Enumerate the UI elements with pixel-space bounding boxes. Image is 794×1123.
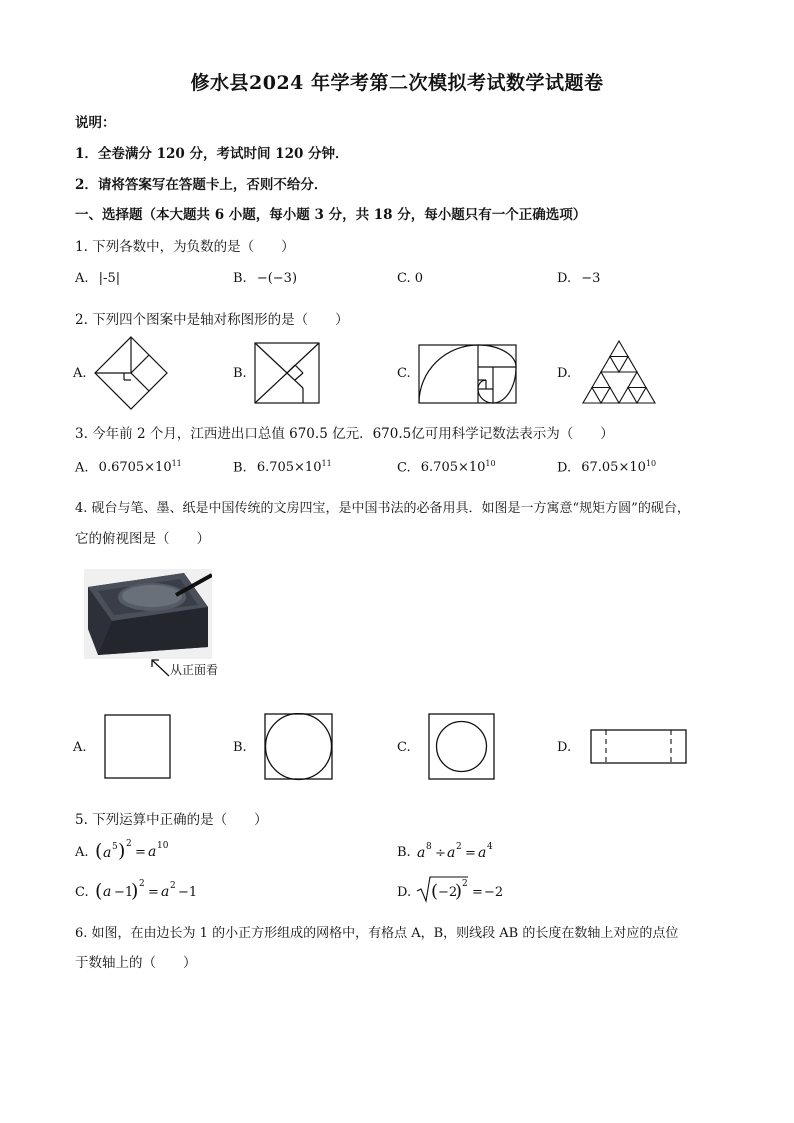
svg-text:−2: −2	[438, 885, 458, 900]
q5-option-d-label: D.	[397, 885, 412, 900]
q4-label-b: B.	[233, 740, 247, 755]
q3-option-c-base: 6.705×10	[420, 460, 486, 476]
q3-option-b-label: B.	[233, 460, 247, 476]
q5-option-c-label: C.	[75, 885, 89, 900]
q6-stem-line-1: 6. 如图，在由边长为 1 的小正方形组成的网格中，有格点 A，B，则线段 AB 的长度在数轴上对应的点位	[75, 926, 679, 941]
svg-text:a: a	[447, 845, 456, 861]
q3-option-b	[233, 459, 332, 475]
q1-stem: 1. 下列各数中，为负数的是（ ）	[75, 239, 295, 255]
svg-text:−1: −1	[178, 885, 198, 900]
q3-option-a	[75, 459, 182, 475]
q3-option-d-label: D.	[557, 460, 572, 476]
q4-stem-line-1: 4. 砚台与笔、墨、纸是中国传统的文房四宝，是中国书法的必备用具．如图是一方寓意“规矩方圆”的砚台，	[75, 501, 690, 516]
svg-text:a: a	[103, 845, 112, 861]
svg-text:=: =	[135, 845, 146, 860]
q4-figure-b-circle-in-square	[264, 713, 334, 781]
inkstone-photo	[84, 569, 212, 659]
q5-option-d-formula	[416, 874, 506, 904]
note-2: 2．请将答案写在答题卡上，否则不给分．	[75, 177, 328, 193]
q3-option-d-base: 67.05×10	[581, 460, 646, 476]
q1-option-c	[397, 271, 423, 286]
q3-option-a-exponent: 11	[171, 459, 182, 468]
q2-stem: 2. 下列四个图案中是轴对称图形的是（ ）	[75, 312, 349, 328]
q1-option-a-value: |-5|	[98, 271, 121, 286]
q3-option-c-exponent: 10	[485, 459, 496, 468]
svg-text:2: 2	[456, 842, 462, 852]
svg-text:): )	[131, 880, 139, 902]
svg-text:10: 10	[157, 841, 169, 851]
q1-option-c-label: C.	[397, 271, 415, 286]
q4-figure-d-rectangle-dashed	[590, 729, 688, 765]
photo-caption: 从正面看	[170, 663, 219, 677]
q3-stem: 3. 今年前 2 个月，江西进出口总值 670.5 亿元．670.5亿可用科学记数法表示为（ ）	[75, 426, 614, 442]
svg-text:2: 2	[462, 879, 468, 889]
svg-text:5: 5	[112, 842, 118, 852]
svg-text:a: a	[103, 884, 112, 900]
q4-label-c: C.	[397, 740, 411, 755]
svg-text:2: 2	[126, 839, 132, 849]
q1-option-a	[75, 271, 120, 286]
q3-option-c	[397, 459, 496, 475]
q5-option-a-formula	[94, 836, 174, 864]
q2-figure-b-tangram-square	[254, 342, 320, 404]
q1-option-d-value: −3	[581, 271, 601, 286]
q5-stem: 5. 下列运算中正确的是（ ）	[75, 812, 268, 828]
q2-figure-d-sierpinski-triangle	[582, 340, 656, 404]
q3-option-d	[557, 459, 656, 475]
q5-option-b-formula	[416, 838, 506, 864]
arrow-icon	[147, 656, 171, 680]
note-1: 1．全卷满分 120 分，考试时间 120 分钟．	[75, 146, 349, 162]
q4-figure-c-small-circle-in-square	[428, 713, 496, 781]
q4-label-d: D.	[557, 740, 572, 755]
q3-option-a-label: A.	[75, 460, 89, 476]
svg-text:2: 2	[170, 881, 176, 891]
svg-text:(: (	[95, 880, 103, 902]
q4-stem-line-2: 它的俯视图是（ ）	[75, 531, 210, 547]
q2-label-b: B.	[233, 366, 247, 381]
q5-option-b-label: B.	[397, 845, 411, 860]
q1-option-d-label: D.	[557, 271, 572, 286]
svg-text:÷: ÷	[435, 846, 446, 861]
q3-option-d-exponent: 10	[645, 459, 657, 468]
section-heading: 一、选择题（本大题共 6 小题，每小题 3 分，共 18 分，每小题只有一个正确选项）	[75, 207, 587, 223]
svg-text:2: 2	[139, 879, 145, 889]
svg-text:(: (	[431, 881, 439, 902]
q3-option-c-label: C.	[397, 460, 411, 476]
q1-option-a-label: A.	[75, 271, 89, 286]
q4-label-a: A.	[73, 740, 87, 755]
q6-stem-line-2: 于数轴上的（ ）	[75, 955, 197, 971]
svg-text:): )	[455, 881, 463, 902]
svg-text:a: a	[161, 884, 170, 900]
svg-text:): )	[118, 840, 126, 862]
q3-option-a-base: 0.6705×10	[98, 460, 172, 476]
svg-text:8: 8	[426, 842, 432, 852]
q2-figure-a-tangram-diamond	[94, 336, 168, 410]
q1-option-b-label: B.	[233, 271, 247, 286]
q1-option-d	[557, 271, 600, 286]
q3-option-b-exponent: 11	[321, 459, 332, 468]
q2-figure-c-golden-spiral	[418, 344, 518, 404]
svg-text:−2: −2	[484, 885, 504, 900]
q2-label-c: C.	[397, 366, 411, 381]
svg-text:=: =	[472, 885, 483, 900]
svg-text:(: (	[95, 840, 103, 862]
svg-text:4: 4	[487, 842, 493, 852]
q4-figure-a-square	[104, 714, 172, 780]
svg-text:=: =	[465, 846, 476, 861]
q5-option-c-formula	[94, 876, 204, 904]
note-heading: 说明：	[75, 115, 116, 131]
svg-text:=: =	[148, 885, 159, 900]
q1-option-c-value: 0	[414, 271, 424, 286]
svg-text:a: a	[417, 845, 426, 861]
page-title: 修水县2024 年学考第二次模拟考试数学试题卷	[190, 72, 604, 94]
q1-option-b	[233, 271, 297, 286]
q5-option-a-label: A.	[75, 845, 89, 860]
q2-label-a: A.	[73, 366, 87, 381]
svg-text:a: a	[478, 845, 487, 861]
svg-text:−1: −1	[114, 885, 134, 900]
q1-option-b-value: −(−3)	[256, 271, 298, 286]
q3-option-b-base: 6.705×10	[256, 460, 322, 476]
svg-text:a: a	[148, 844, 157, 860]
q2-label-d: D.	[557, 366, 572, 381]
